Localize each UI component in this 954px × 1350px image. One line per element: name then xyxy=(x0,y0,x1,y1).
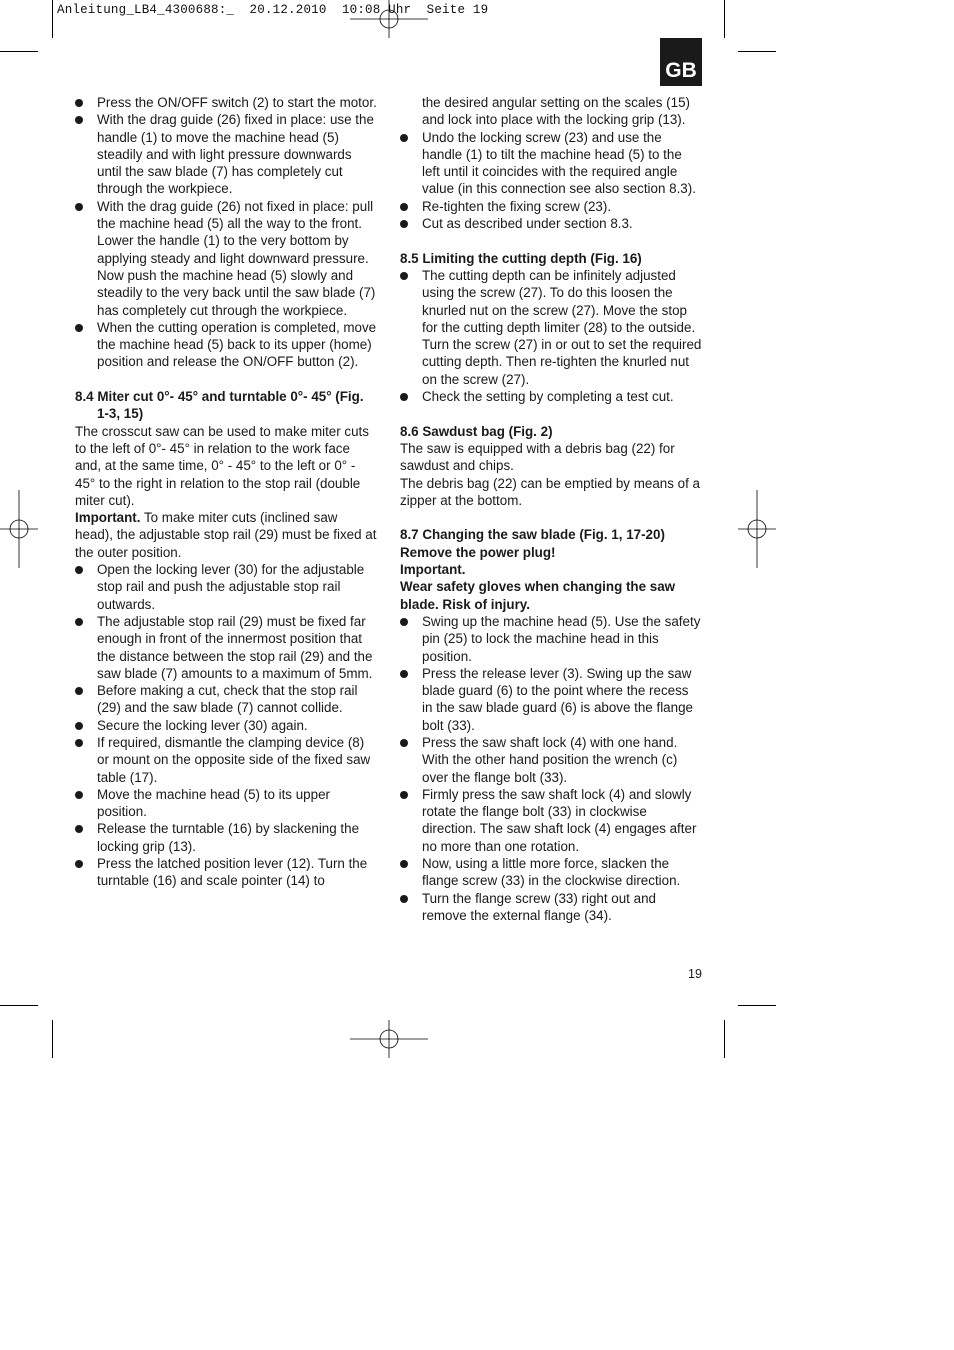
bullet-icon xyxy=(75,566,83,574)
list-item: With the drag guide (26) not fixed in place: pull the machine head (5) all the way to the front. Lower the handle (1) to the very bottom by applying steady and light downward pressure. Now push the machine head (5) slowly and steadily to the very back until the saw blade (7) has completely cut through the workpiece. xyxy=(75,198,377,319)
section-heading: 8.6 Sawdust bag (Fig. 2) xyxy=(400,423,553,439)
list-item: Check the setting by completing a test cut. xyxy=(400,388,702,405)
page-number: 19 xyxy=(688,967,702,981)
bullet-icon xyxy=(75,203,83,211)
list-item: Move the machine head (5) to its upper position. xyxy=(75,786,377,821)
list-item: Secure the locking lever (30) again. xyxy=(75,717,377,734)
bullet-list xyxy=(75,561,377,890)
bullet-icon xyxy=(400,203,408,211)
bullet-icon xyxy=(400,791,408,799)
crop-mark xyxy=(724,1020,725,1058)
section-heading: 8.4 Miter cut 0°- 45° and turntable 0°- 45° (Fig. 1-3, 15) xyxy=(75,389,364,422)
bullet-list xyxy=(400,129,702,233)
crop-mark xyxy=(738,1005,776,1006)
list-item: When the cutting operation is completed, move the machine head (5) back to its upper (home) position and release the ON/OFF button (2). xyxy=(75,319,377,371)
list-item: Before making a cut, check that the stop rail (29) and the saw blade (7) cannot collide. xyxy=(75,682,377,717)
paragraph: The debris bag (22) can be emptied by means of a zipper at the bottom. xyxy=(400,475,700,508)
warning-text: Important. xyxy=(400,562,466,578)
list-item: Press the saw shaft lock (4) with one hand. With the other hand position the wrench (c) over the flange bolt (33). xyxy=(400,734,702,786)
list-item: Now, using a little more force, slacken the flange screw (33) in the clockwise direction. xyxy=(400,855,702,890)
bullet-icon xyxy=(400,860,408,868)
list-item: With the drag guide (26) fixed in place: use the handle (1) to move the machine head (5) steadily and with light pressure downwards until the saw blade (7) has completely cut through the workpiece. xyxy=(75,111,377,197)
registration-mark-top xyxy=(350,0,428,38)
bullet-icon xyxy=(75,825,83,833)
crop-mark xyxy=(724,0,725,38)
registration-mark-bottom xyxy=(350,1020,428,1058)
bullet-icon xyxy=(75,791,83,799)
warning-text: Remove the power plug! xyxy=(400,544,556,560)
print-slug: Anleitung_LB4_4300688:_ 20.12.2010 10:08 Uhr Seite 19 xyxy=(57,3,489,17)
list-item: If required, dismantle the clamping device (8) or mount on the opposite side of the fixed saw table (17). xyxy=(75,734,377,786)
bullet-list xyxy=(75,94,377,371)
important-label: Important. xyxy=(75,510,141,526)
list-item: Undo the locking screw (23) and use the handle (1) to tilt the machine head (5) to the left until it coincides with the required angle value (in this connection see also section 8.3). xyxy=(400,129,702,198)
bullet-icon xyxy=(75,618,83,626)
bullet-list xyxy=(400,267,702,405)
list-item: The adjustable stop rail (29) must be fixed far enough in front of the innermost position that the distance between the stop rail (29) and the saw blade (7) amounts to a maximum of 5mm. xyxy=(75,613,377,682)
list-item: Press the release lever (3). Swing up the saw blade guard (6) to the point where the recess in the saw blade guard (6) is above the flange bolt (33). xyxy=(400,665,702,734)
bullet-icon xyxy=(400,670,408,678)
bullet-icon xyxy=(75,722,83,730)
section-heading: 8.7 Changing the saw blade (Fig. 1, 17-20) xyxy=(400,527,665,543)
list-item: Press the ON/OFF switch (2) to start the motor. xyxy=(75,94,377,111)
bullet-icon xyxy=(400,272,408,280)
registration-mark-left xyxy=(0,490,38,568)
list-item: Press the latched position lever (12). Turn the turntable (16) and scale pointer (14) to xyxy=(75,855,377,890)
registration-mark-right xyxy=(738,490,776,568)
list-item: The cutting depth can be infinitely adjusted using the screw (27). To do this loosen the knurled nut on the screw (27). Move the stop for the cutting depth limiter (28) to the outside. Turn the screw (27) in or out to set the required cutting depth. Then re-tighten the knurled nut on the screw (27). xyxy=(400,267,702,388)
bullet-list xyxy=(400,613,702,924)
paragraph: The crosscut saw can be used to make miter cuts to the left of 0°- 45° in relation to the work face and, at the same time, 0° - 45° to the left or 0° - 45° to the right in relation to the stop rail (double miter cut). xyxy=(75,423,369,508)
crop-mark xyxy=(52,1020,53,1058)
crop-mark xyxy=(0,1005,38,1006)
list-item: Release the turntable (16) by slackening the locking grip (13). xyxy=(75,820,377,855)
crop-mark xyxy=(52,0,53,38)
bullet-icon xyxy=(400,739,408,747)
list-item: Swing up the machine head (5). Use the safety pin (25) to lock the machine head in this position. xyxy=(400,613,702,665)
list-item: Firmly press the saw shaft lock (4) and slowly rotate the flange bolt (33) in clockwise direction. The saw shaft lock (4) engages after no more than one rotation. xyxy=(400,786,702,855)
crop-mark xyxy=(738,51,776,52)
bullet-icon xyxy=(75,860,83,868)
list-item: Open the locking lever (30) for the adjustable stop rail and push the adjustable stop rail outwards. xyxy=(75,561,377,613)
list-item: Turn the flange screw (33) right out and remove the external flange (34). xyxy=(400,890,702,925)
list-item: Re-tighten the fixing screw (23). xyxy=(400,198,702,215)
bullet-icon xyxy=(400,134,408,142)
language-badge: GB xyxy=(660,38,702,86)
list-item: Cut as described under section 8.3. xyxy=(400,215,702,232)
crop-mark xyxy=(0,51,38,52)
bullet-icon xyxy=(75,99,83,107)
right-column xyxy=(400,94,702,924)
bullet-icon xyxy=(400,618,408,626)
continuation-text: the desired angular setting on the scales (15) and lock into place with the locking grip (13). xyxy=(422,95,690,128)
paragraph: Important. To make miter cuts (inclined saw head), the adjustable stop rail (29) must be fixed at the outer position. xyxy=(75,510,377,560)
bullet-icon xyxy=(400,393,408,401)
bullet-icon xyxy=(400,895,408,903)
left-column xyxy=(75,94,377,890)
bullet-icon xyxy=(75,687,83,695)
bullet-icon xyxy=(75,116,83,124)
section-heading: 8.5 Limiting the cutting depth (Fig. 16) xyxy=(400,250,642,266)
warning-text: Wear safety gloves when changing the saw blade. Risk of injury. xyxy=(400,579,676,612)
bullet-icon xyxy=(75,324,83,332)
bullet-icon xyxy=(400,220,408,228)
paragraph: The saw is equipped with a debris bag (22) for sawdust and chips. xyxy=(400,440,675,474)
bullet-icon xyxy=(75,739,83,747)
